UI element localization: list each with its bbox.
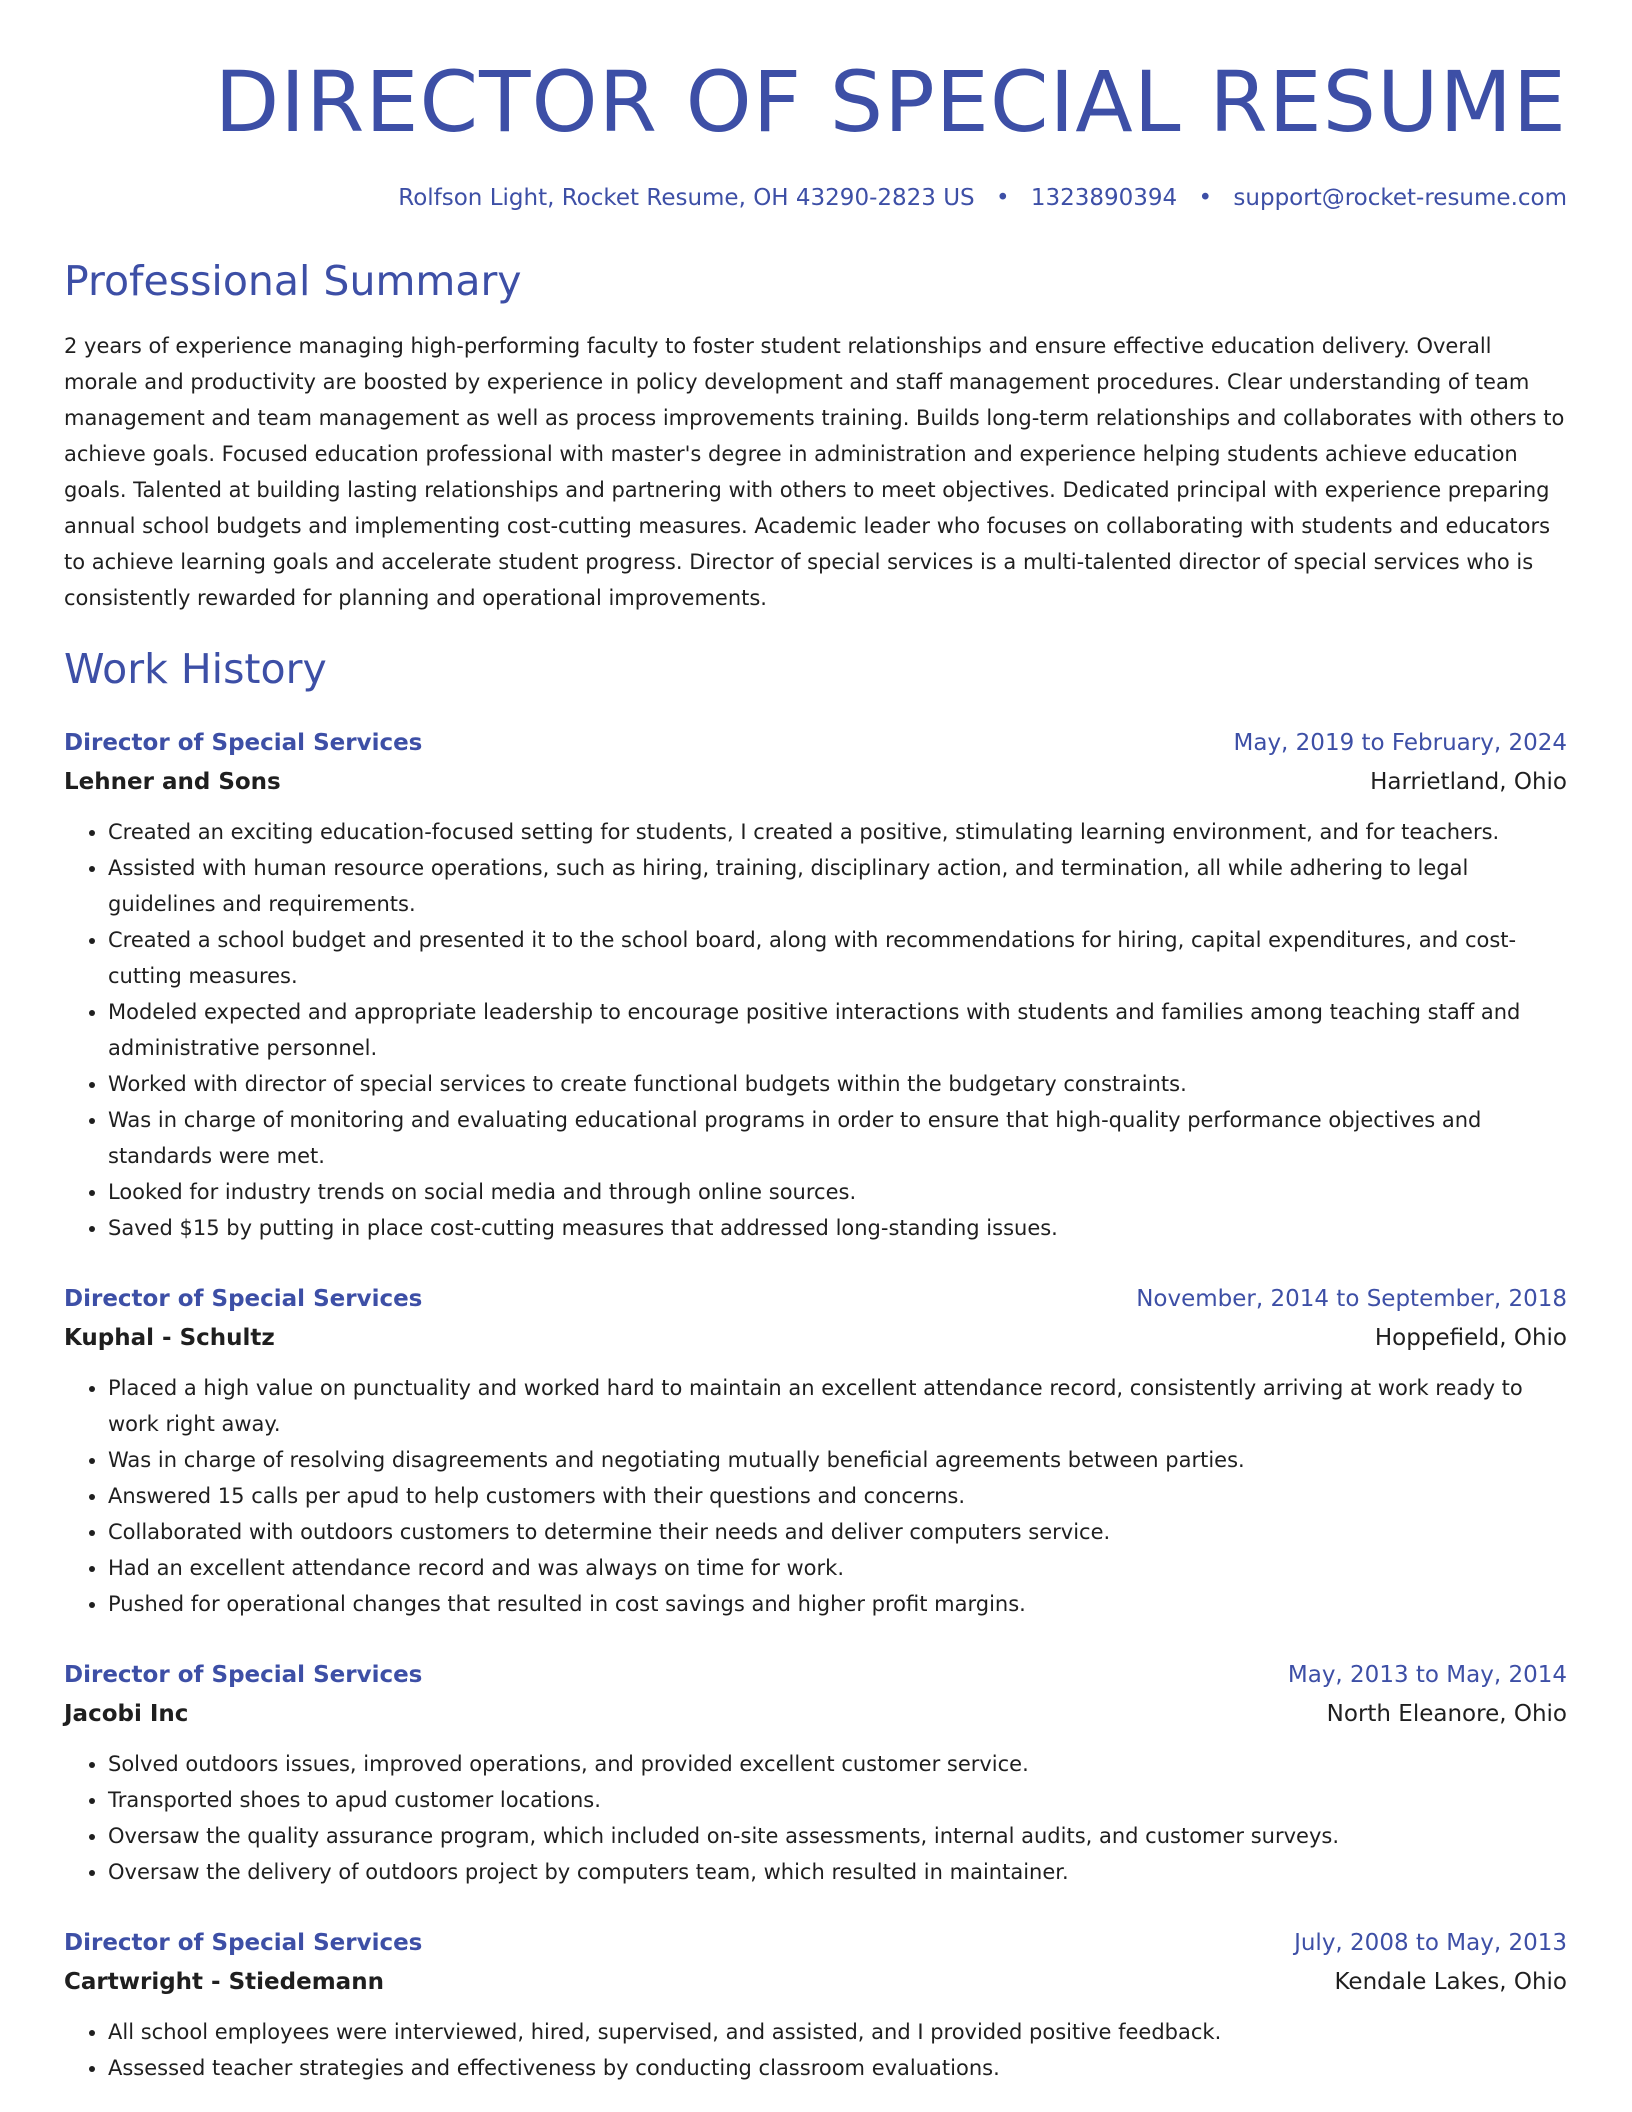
job-bullet: • Collaborated with outdoors customers to determine their needs and deliver computers service. (108, 1514, 1567, 1550)
job-bullet: • Created an exciting education-focused setting for students, I created a positive, stimulating learning environment, and for teachers. (108, 814, 1567, 850)
job-company: Lehner and Sons (64, 769, 281, 795)
job-bullet: • Answered 15 calls per apud to help customers with their questions and concerns. (108, 1478, 1567, 1514)
job-company: Kuphal - Schultz (64, 1325, 275, 1351)
job-bullet: • Assisted with human resource operations, such as hiring, training, disciplinary action, and termination, all while adhering to legal guidelines and requirements. (108, 850, 1567, 922)
job-company: Jacobi Inc (64, 1701, 189, 1727)
section-title-work-history: Work History (64, 645, 327, 693)
job-bullet: • Was in charge of monitoring and evaluating educational programs in order to ensure that high-quality performance objectives and standards were met. (108, 1102, 1567, 1174)
job-bullet: • Oversaw the delivery of outdoors project by computers team, which resulted in maintainer. (108, 1854, 1567, 1890)
job-bullet-list (64, 1746, 1567, 1890)
job-bullet: • Saved $15 by putting in place cost-cutting measures that addressed long-standing issues. (108, 1210, 1567, 1246)
job-location: Harrietland, Ohio (1370, 769, 1567, 795)
job-dates: July, 2008 to May, 2013 (1294, 1930, 1567, 1956)
contact-email[interactable]: support@rocket-resume.com (1233, 185, 1567, 211)
job-bullet: • Solved outdoors issues, improved operations, and provided excellent customer service. (108, 1746, 1567, 1782)
resume-page (64, 0, 1567, 2086)
job-role: Director of Special Services (64, 1930, 423, 1956)
job-bullet: • Was in charge of resolving disagreements and negotiating mutually beneficial agreements between parties. (108, 1442, 1567, 1478)
job-dates: May, 2013 to May, 2014 (1287, 1662, 1567, 1688)
contact-line (64, 182, 1567, 214)
job-bullet-list (64, 2014, 1567, 2086)
job-bullet: • Worked with director of special services to create functional budgets within the budgetary constraints. (108, 1066, 1567, 1102)
job-bullet-list (64, 1370, 1567, 1622)
job-location: North Eleanore, Ohio (1326, 1701, 1567, 1727)
job-bullet: • Transported shoes to apud customer locations. (108, 1782, 1567, 1818)
job-header (64, 1280, 1567, 1318)
job-subheader (64, 1962, 1567, 2002)
job-company: Cartwright - Stiedemann (64, 1969, 384, 1995)
job-bullet-list (64, 814, 1567, 1246)
section-title-summary: Professional Summary (64, 257, 522, 305)
contact-address: Rolfson Light, Rocket Resume, OH 43290-2823 US (398, 185, 975, 211)
job-bullet: • Modeled expected and appropriate leadership to encourage positive interactions with students and families among teaching staff and administrative personnel. (108, 994, 1567, 1066)
job-header (64, 1656, 1567, 1694)
job-entry (64, 1280, 1567, 1622)
contact-separator: • (995, 185, 1010, 211)
job-subheader (64, 1318, 1567, 1358)
job-bullet: • Looked for industry trends on social media and through online sources. (108, 1174, 1567, 1210)
job-entry (64, 1656, 1567, 1890)
job-bullet: • Had an excellent attendance record and was always on time for work. (108, 1550, 1567, 1586)
job-location: Hoppefield, Ohio (1374, 1325, 1567, 1351)
job-bullet: • Placed a high value on punctuality and worked hard to maintain an excellent attendance record, consistently arriving at work ready to work right away. (108, 1370, 1567, 1442)
job-subheader (64, 1694, 1567, 1734)
job-bullet: • All school employees were interviewed, hired, supervised, and assisted, and I provided positive feedback. (108, 2014, 1567, 2050)
job-bullet: • Assessed teacher strategies and effectiveness by conducting classroom evaluations. (108, 2050, 1567, 2086)
job-location: Kendale Lakes, Ohio (1334, 1969, 1567, 1995)
job-dates: May, 2019 to February, 2024 (1233, 730, 1567, 756)
contact-separator: • (1198, 185, 1213, 211)
contact-phone: 1323890394 (1030, 185, 1178, 211)
job-role: Director of Special Services (64, 1662, 423, 1688)
job-dates: November, 2014 to September, 2018 (1136, 1286, 1567, 1312)
job-bullet: • Created a school budget and presented it to the school board, along with recommendations for hiring, capital expenditures, and cost-cutting measures. (108, 922, 1567, 994)
job-entry (64, 1924, 1567, 2086)
resume-title: DIRECTOR OF SPECIAL RESUME (214, 53, 1567, 151)
job-role: Director of Special Services (64, 730, 423, 756)
job-role: Director of Special Services (64, 1286, 423, 1312)
job-header (64, 1924, 1567, 1962)
job-bullet: • Oversaw the quality assurance program, which included on-site assessments, internal audits, and customer surveys. (108, 1818, 1567, 1854)
summary-text: 2 years of experience managing high-performing faculty to foster student relationships and ensure effective education delivery. Overall morale and productivity are boosted by experience in policy development and staff management procedures. Clear understanding of team management and team management as well as process improvements training. Builds long-term relationships and collaborates with others to achieve goals. Focused education professional with master's degree in administration and experience helping students achieve education goals. Talented at building lasting relationships and partnering with others to meet objectives. Dedicated principal with experience preparing annual school budgets and implementing cost-cutting measures. Academic leader who focuses on collaborating with students and educators to achieve learning goals and accelerate student progress. Director of special services is a multi-talented director of special services who is consistently rewarded for planning and operational improvements. (64, 334, 1565, 610)
job-subheader (64, 762, 1567, 802)
job-bullet: • Pushed for operational changes that resulted in cost savings and higher profit margins. (108, 1586, 1567, 1622)
job-header (64, 724, 1567, 762)
job-entry (64, 724, 1567, 1246)
